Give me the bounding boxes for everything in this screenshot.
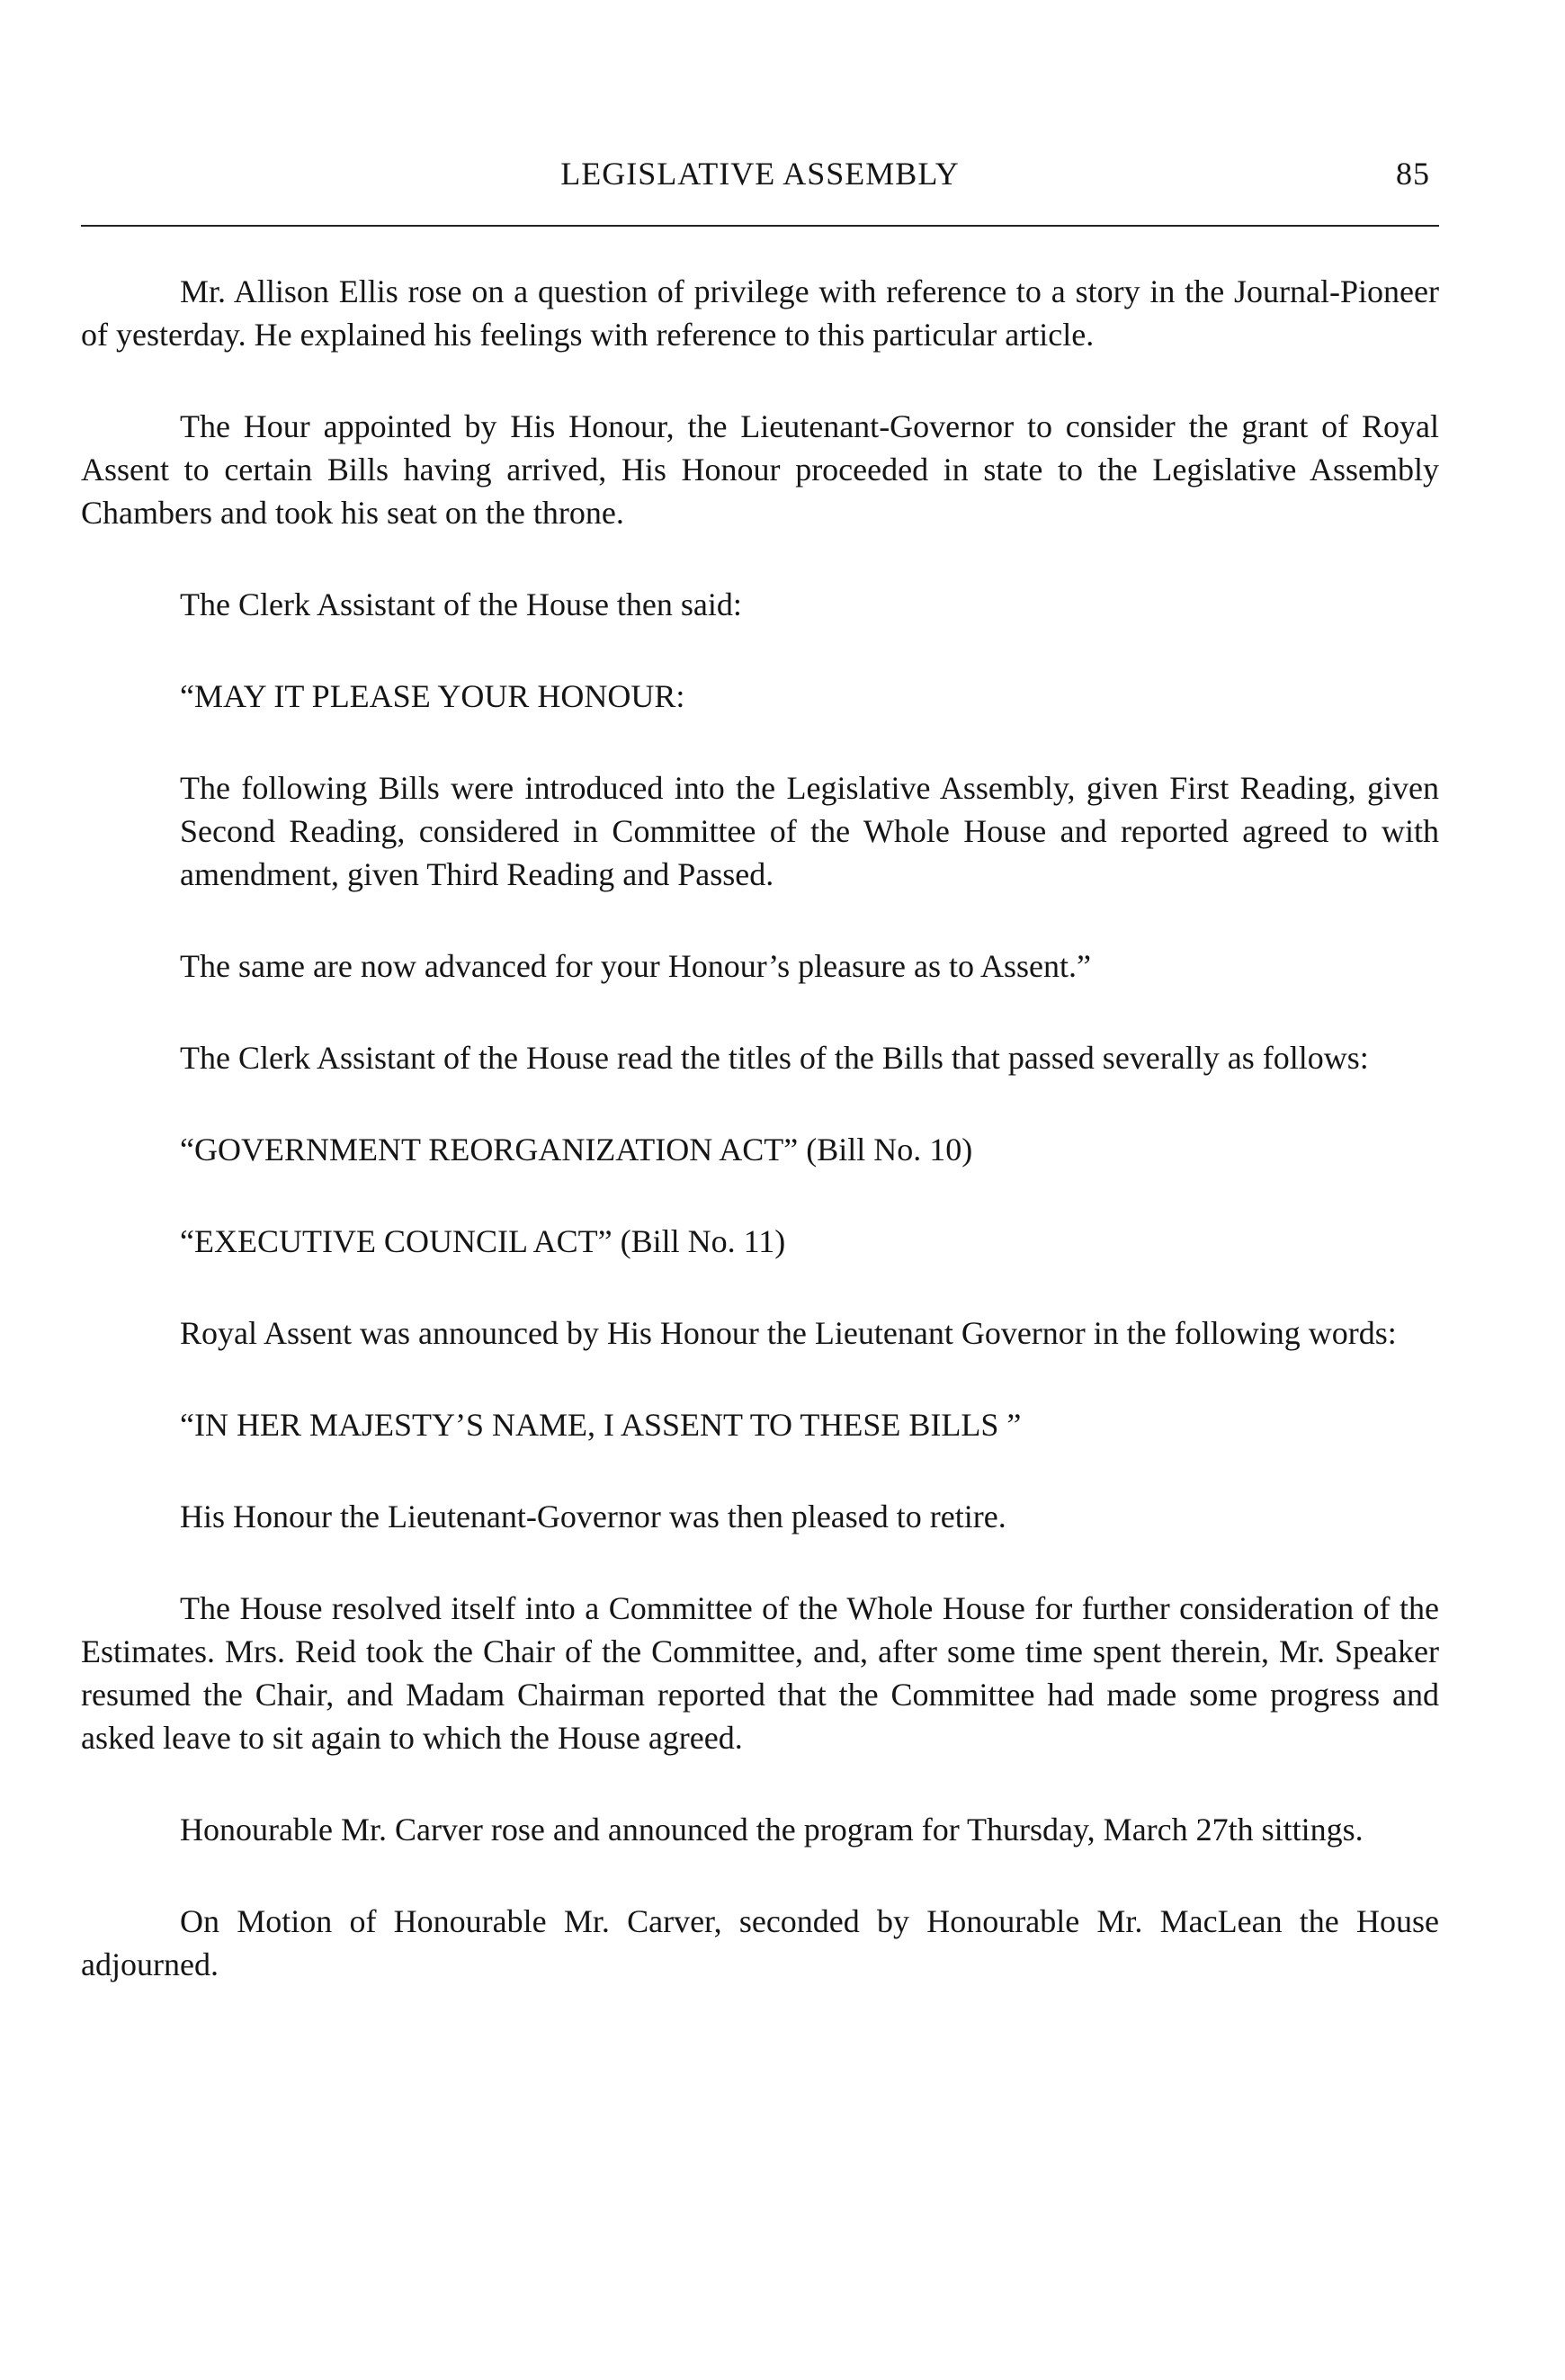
bill-title-10: “GOVERNMENT REORGANIZATION ACT” (Bill No. 10) (180, 1132, 973, 1168)
paragraph-may-it-please: “MAY IT PLEASE YOUR HONOUR: (180, 678, 685, 714)
running-title: LEGISLATIVE ASSEMBLY (560, 156, 960, 192)
page-number: 85 (1396, 156, 1430, 192)
header-rule (81, 225, 1439, 227)
paragraph-assent-words: “IN HER MAJESTY’S NAME, I ASSENT TO THESE BILLS ” (180, 1407, 1022, 1443)
paragraph-titles-read: The Clerk Assistant of the House read the titles of the Bills that passed severally as follows: (180, 1040, 1369, 1076)
paragraph-advanced-for-assent: The same are now advanced for your Honour’s pleasure as to Assent.” (180, 948, 1092, 984)
paragraph-bills-introduced: The following Bills were introduced into the Legislative Assembly, given First Reading, given Second Reading, considered in Committee of the Whole House and reported agreed to with amendment, given Third Reading and Passed. (180, 770, 1439, 892)
paragraph-assent-announced: Royal Assent was announced by His Honour the Lieutenant Governor in the following words: (180, 1315, 1397, 1351)
paragraph-adjourned: On Motion of Honourable Mr. Carver, seconded by Honourable Mr. MacLean the House adjourned. (81, 1903, 1439, 1982)
body-text (81, 270, 1439, 2035)
paragraph-privilege: Mr. Allison Ellis rose on a question of privilege with reference to a story in the Journal-Pioneer of yesterday. He explained his feelings with reference to this particular article. (81, 273, 1439, 353)
page-header (81, 146, 1439, 196)
paragraph-clerk-said: The Clerk Assistant of the House then said: (180, 586, 742, 622)
paragraph-retire: His Honour the Lieutenant-Governor was then pleased to retire. (180, 1499, 1006, 1534)
paragraph-royal-assent-arrival: The Hour appointed by His Honour, the Lieutenant-Governor to consider the grant of Royal Assent to certain Bills having arrived, His Honour proceeded in state to the Legislative Assembly Chambers and took his seat on the throne. (81, 408, 1439, 531)
paragraph-committee-whole: The House resolved itself into a Committee of the Whole House for further consideration of the Estimates. Mrs. Reid took the Chair of the Committee, and, after some time spent therein, Mr. Speaker resumed the Chair, and Madam Chairman reported that the Committee had made some progress and asked leave to sit again to which the House agreed. (81, 1590, 1439, 1756)
bill-title-11: “EXECUTIVE COUNCIL ACT” (Bill No. 11) (180, 1223, 786, 1259)
document-page (81, 0, 1439, 2380)
paragraph-program-announced: Honourable Mr. Carver rose and announced the program for Thursday, March 27th sittings. (180, 1812, 1364, 1848)
